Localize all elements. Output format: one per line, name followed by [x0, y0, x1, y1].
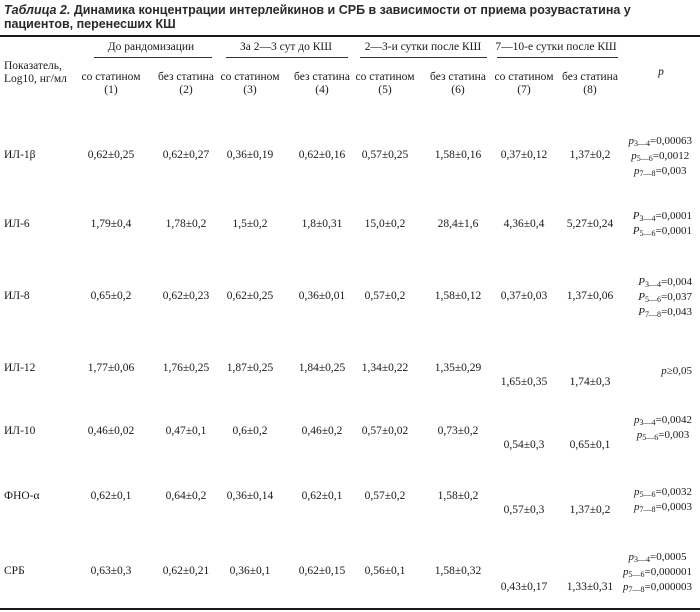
table-cell: 0,36±0,14: [226, 490, 274, 502]
sub-header: [430, 71, 486, 97]
p-value: [634, 486, 692, 501]
indicator-header: [4, 60, 67, 86]
p-header: p: [658, 66, 664, 78]
row-indicator: СРБ: [4, 565, 25, 577]
p-value: [638, 291, 692, 306]
p-subscript: 5—6: [645, 295, 662, 304]
p-number: =0,0003: [655, 501, 692, 513]
sub-header-number: (1): [104, 84, 118, 96]
table-cell: 0,57±0,2: [364, 290, 406, 302]
table-cell: 0,62±0,1: [301, 490, 343, 502]
p-symbol: p: [628, 551, 635, 563]
table-cell: 0,62±0,21: [162, 565, 210, 577]
p-subscript: 7—8: [639, 505, 656, 514]
p-value: [633, 210, 692, 225]
p-subscript: 5—6: [636, 154, 653, 163]
p-number: =0,0012: [652, 150, 690, 162]
p-number: =0,037: [661, 291, 692, 303]
row-indicator: ИЛ-12: [4, 362, 36, 374]
table-cell: 1,35±0,29: [434, 362, 482, 374]
table-cell: 0,56±0,1: [364, 565, 406, 577]
table-cell: 1,58±0,12: [434, 290, 482, 302]
table-cell: 0,37±0,03: [500, 290, 548, 302]
table-cell: 1,37±0,2: [569, 149, 611, 161]
sub-header-number: (3): [243, 84, 257, 96]
table-cell: 0,54±0,3: [503, 439, 545, 451]
table-caption: [4, 3, 696, 31]
table-cell: 28,4±1,6: [437, 218, 479, 230]
table-cell: 1,77±0,06: [87, 362, 135, 374]
row-indicator: ИЛ-1β: [4, 149, 36, 161]
p-value-cell: [623, 551, 692, 596]
period-underline: [226, 57, 348, 58]
table-cell: 1,37±0,06: [566, 290, 614, 302]
p-value: [629, 135, 692, 150]
p-symbol: P: [638, 276, 646, 288]
p-value-cell: [638, 276, 692, 321]
p-subscript: 5—6: [639, 490, 656, 499]
table-cell: 1,58±0,2: [437, 490, 479, 502]
table-cell: 1,65±0,35: [500, 376, 548, 388]
p-symbol: P: [638, 291, 646, 303]
table-cell: 0,36±0,01: [298, 290, 346, 302]
p-subscript: 3—4: [634, 139, 651, 148]
period-underline: [94, 57, 212, 58]
table-cell: 0,46±0,2: [301, 425, 343, 437]
table-cell: 0,43±0,17: [500, 581, 548, 593]
period-underline: [360, 57, 487, 58]
indicator-header-line1: Показатель,: [4, 60, 62, 72]
sub-header-label: со статином: [355, 71, 415, 83]
sub-header-number: (2): [179, 84, 193, 96]
p-symbol: p: [634, 486, 640, 498]
p-value: [633, 225, 692, 240]
period-header: 7—10-е сутки после КШ: [495, 41, 617, 53]
p-value: [661, 365, 692, 377]
table-cell: 0,36±0,1: [229, 565, 271, 577]
p-subscript: 7—8: [645, 310, 662, 319]
sub-header: [294, 71, 350, 97]
bottom-rule: [0, 608, 700, 610]
table-cell: 1,74±0,3: [569, 376, 611, 388]
table-cell: 1,87±0,25: [226, 362, 274, 374]
p-symbol: p: [634, 501, 640, 513]
table-cell: 1,34±0,22: [361, 362, 409, 374]
p-value: [629, 165, 692, 180]
table-cell: 1,76±0,25: [162, 362, 210, 374]
p-symbol: P: [638, 306, 646, 318]
p-number: ≥0,05: [666, 365, 692, 377]
table-cell: 1,8±0,31: [301, 218, 343, 230]
sub-header: [221, 71, 280, 97]
sub-header-label: без статина: [430, 71, 486, 83]
table-cell: 0,57±0,3: [503, 504, 545, 516]
p-subscript: 5—6: [628, 570, 645, 579]
period-header: 2—3-и сутки после КШ: [364, 41, 482, 53]
table-cell: 0,62±0,16: [298, 149, 346, 161]
p-number: =0,0005: [650, 551, 687, 563]
p-value-cell: [629, 135, 692, 180]
p-subscript: 5—6: [642, 433, 659, 442]
p-value: [623, 566, 692, 581]
p-symbol: p: [631, 150, 637, 162]
table-cell: 0,62±0,15: [298, 565, 346, 577]
p-value: [629, 150, 692, 165]
period-header: До рандомизации: [107, 41, 195, 53]
row-indicator: ИЛ-8: [4, 290, 30, 302]
table-cell: 0,57±0,02: [361, 425, 409, 437]
top-rule: [0, 35, 700, 37]
p-number: =0,0001: [655, 210, 692, 222]
p-value: [634, 501, 692, 516]
table-cell: 1,58±0,16: [434, 149, 482, 161]
p-value-cell: [633, 210, 692, 240]
p-number: =0,003: [658, 429, 690, 441]
table-cell: 0,65±0,1: [569, 439, 611, 451]
table-cell: 1,37±0,2: [569, 504, 611, 516]
table-cell: 0,62±0,1: [90, 490, 132, 502]
p-subscript: 3—4: [645, 280, 662, 289]
sub-header-number: (5): [378, 84, 392, 96]
row-indicator: ИЛ-10: [4, 425, 36, 437]
p-symbol: p: [628, 135, 635, 147]
sub-header: [356, 71, 415, 97]
sub-header: [562, 71, 618, 97]
caption-text: Динамика концентрации интерлейкинов и СРБ в зависимости от приема розувастатина у пациентов, перенесших КШ: [4, 3, 631, 31]
table-cell: 0,57±0,25: [361, 149, 409, 161]
sub-header-label: со статином: [494, 71, 554, 83]
table-cell: 0,36±0,19: [226, 149, 274, 161]
table-cell: 1,5±0,2: [232, 218, 268, 230]
table-cell: 1,33±0,31: [566, 581, 614, 593]
p-subscript: 3—4: [639, 214, 656, 223]
sub-header-number: (4): [315, 84, 329, 96]
table-cell: 0,62±0,25: [226, 290, 274, 302]
sub-header: [82, 71, 141, 97]
table-cell: 0,62±0,25: [87, 149, 135, 161]
table-cell: 0,73±0,2: [437, 425, 479, 437]
row-indicator: ИЛ-6: [4, 218, 30, 230]
p-number: =0,0001: [655, 225, 692, 237]
p-symbol: P: [632, 225, 640, 237]
p-symbol: p: [634, 165, 640, 177]
p-value-cell: [634, 486, 692, 516]
p-number: =0,003: [655, 165, 687, 177]
table-cell: 0,57±0,2: [364, 490, 406, 502]
table-cell: 0,62±0,23: [162, 290, 210, 302]
sub-header-number: (6): [451, 84, 465, 96]
table-cell: 0,64±0,2: [165, 490, 207, 502]
p-value-cell: [661, 365, 692, 377]
sub-header-number: (7): [517, 84, 531, 96]
p-number: =0,004: [661, 276, 692, 288]
sub-header-label: со статином: [81, 71, 141, 83]
sub-header: [158, 71, 214, 97]
table-cell: 1,78±0,2: [165, 218, 207, 230]
p-subscript: 3—4: [639, 418, 656, 427]
p-number: =0,0042: [655, 414, 692, 426]
sub-header-label: без статина: [294, 71, 350, 83]
p-value: [638, 276, 692, 291]
p-number: =0,000001: [644, 566, 692, 578]
sub-header-label: со статином: [220, 71, 280, 83]
p-value: [634, 429, 692, 444]
p-number: =0,000003: [644, 581, 692, 593]
p-subscript: 7—8: [639, 169, 656, 178]
p-symbol: p: [623, 581, 629, 593]
table-cell: 0,65±0,2: [90, 290, 132, 302]
p-value: [634, 414, 692, 429]
p-value: [638, 306, 692, 321]
caption-label: Таблица 2.: [4, 3, 71, 17]
sub-header: [495, 71, 554, 97]
row-indicator: ФНО-α: [4, 490, 40, 502]
table-cell: 4,36±0,4: [503, 218, 545, 230]
p-value: [623, 551, 692, 566]
period-header: За 2—3 сут до КШ: [240, 41, 332, 53]
p-symbol: p: [634, 414, 640, 426]
p-subscript: 5—6: [639, 229, 656, 238]
sub-header-label: без статина: [158, 71, 214, 83]
p-subscript: 7—8: [628, 585, 645, 594]
table-cell: 0,62±0,27: [162, 149, 210, 161]
table-cell: 15,0±0,2: [364, 218, 406, 230]
table-cell: 1,79±0,4: [90, 218, 132, 230]
table-cell: 1,58±0,32: [434, 565, 482, 577]
p-value: [623, 581, 692, 596]
table-cell: 0,46±0,02: [87, 425, 135, 437]
table-cell: 1,84±0,25: [298, 362, 346, 374]
p-number: =0,043: [661, 306, 692, 318]
table-cell: 0,37±0,12: [500, 149, 548, 161]
indicator-header-line2: Log10, нг/мл: [4, 73, 67, 85]
p-value-cell: [634, 414, 692, 444]
p-symbol: P: [632, 210, 640, 222]
p-symbol: p: [623, 566, 629, 578]
period-underline: [497, 57, 618, 58]
sub-header-label: без статина: [562, 71, 618, 83]
sub-header-number: (8): [583, 84, 597, 96]
table-cell: 0,47±0,1: [165, 425, 207, 437]
p-symbol: p: [636, 429, 643, 441]
table-cell: 0,63±0,3: [90, 565, 132, 577]
p-number: =0,0032: [655, 486, 692, 498]
table-cell: 5,27±0,24: [566, 218, 614, 230]
p-symbol: p: [661, 365, 667, 377]
p-subscript: 3—4: [634, 555, 651, 564]
table-cell: 0,6±0,2: [232, 425, 268, 437]
p-number: =0,00063: [650, 135, 692, 147]
